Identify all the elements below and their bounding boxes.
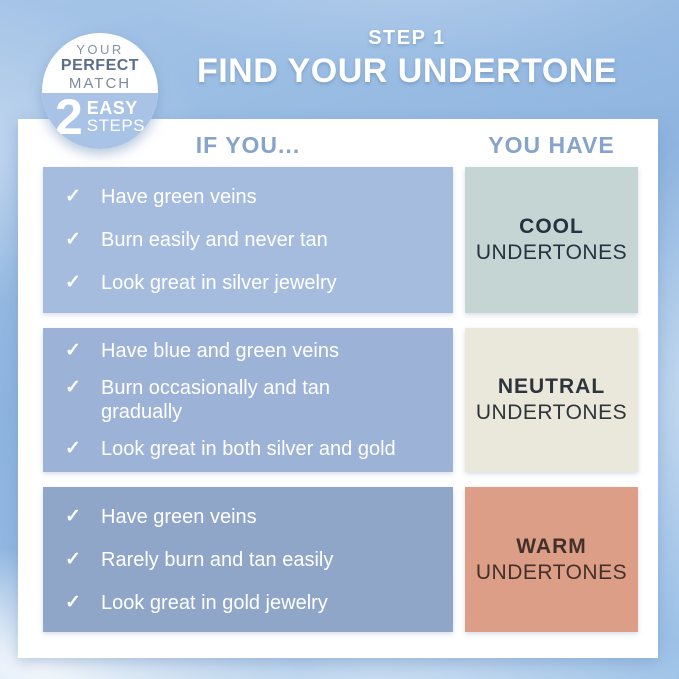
- check-icon: ✓: [65, 438, 81, 459]
- result-label: UNDERTONES: [475, 241, 628, 264]
- result-box-neutral: [465, 328, 638, 472]
- conditions-box-neutral: [43, 328, 453, 472]
- perfect-match-badge: [42, 33, 158, 149]
- badge-number: 2: [54, 89, 83, 145]
- badge-line-your: YOUR: [76, 42, 124, 57]
- content-panel: [18, 116, 658, 658]
- condition-text: Look great in both silver and gold: [101, 438, 396, 460]
- page-title: FIND YOUR UNDERTONE: [196, 52, 618, 90]
- condition-item: [43, 437, 453, 461]
- condition-item: [43, 339, 453, 363]
- check-icon: ✓: [65, 591, 81, 613]
- badge-steps-label: STEPS: [86, 116, 146, 135]
- result-label: UNDERTONES: [475, 560, 628, 584]
- condition-text: Have green veins: [101, 186, 257, 208]
- check-icon: ✓: [65, 377, 81, 398]
- condition-text: Have green veins: [101, 505, 257, 528]
- condition-text: Burn occasionally and tan gradually: [101, 377, 331, 423]
- conditions-box-warm: [43, 487, 453, 632]
- column-header-if-you: IF YOU...: [195, 132, 301, 158]
- condition-item: [43, 271, 453, 295]
- condition-item: [43, 376, 453, 424]
- result-label: UNDERTONES: [475, 401, 628, 424]
- result-box-warm: [465, 487, 638, 632]
- result-emphasis: WARM: [516, 534, 587, 558]
- condition-text: Look great in silver jewelry: [101, 272, 337, 294]
- condition-text: Rarely burn and tan easily: [101, 548, 334, 571]
- column-header-you-have: YOU HAVE: [488, 132, 615, 158]
- condition-text: Have blue and green veins: [101, 340, 339, 362]
- badge-line-match: MATCH: [68, 75, 132, 92]
- condition-text: Look great in gold jewelry: [101, 591, 328, 614]
- check-icon: ✓: [65, 272, 81, 293]
- condition-item: [43, 591, 453, 615]
- check-icon: ✓: [65, 548, 81, 570]
- badge-top-half: [42, 33, 158, 93]
- check-icon: ✓: [65, 186, 81, 207]
- conditions-box-cool: [43, 167, 453, 313]
- condition-item: [43, 228, 453, 252]
- step-label: STEP 1: [368, 27, 446, 49]
- check-icon: ✓: [65, 505, 81, 527]
- badge-line-perfect: PERFECT: [60, 57, 140, 74]
- condition-item: [43, 548, 453, 572]
- badge-easy-label: EASY: [86, 98, 138, 118]
- check-icon: ✓: [65, 229, 81, 250]
- condition-item: [43, 185, 453, 209]
- check-icon: ✓: [65, 340, 81, 361]
- result-emphasis: COOL: [519, 215, 584, 238]
- result-emphasis: NEUTRAL: [497, 375, 606, 398]
- condition-item: [43, 505, 453, 529]
- condition-text: Burn easily and never tan: [101, 229, 328, 251]
- result-box-cool: [465, 167, 638, 313]
